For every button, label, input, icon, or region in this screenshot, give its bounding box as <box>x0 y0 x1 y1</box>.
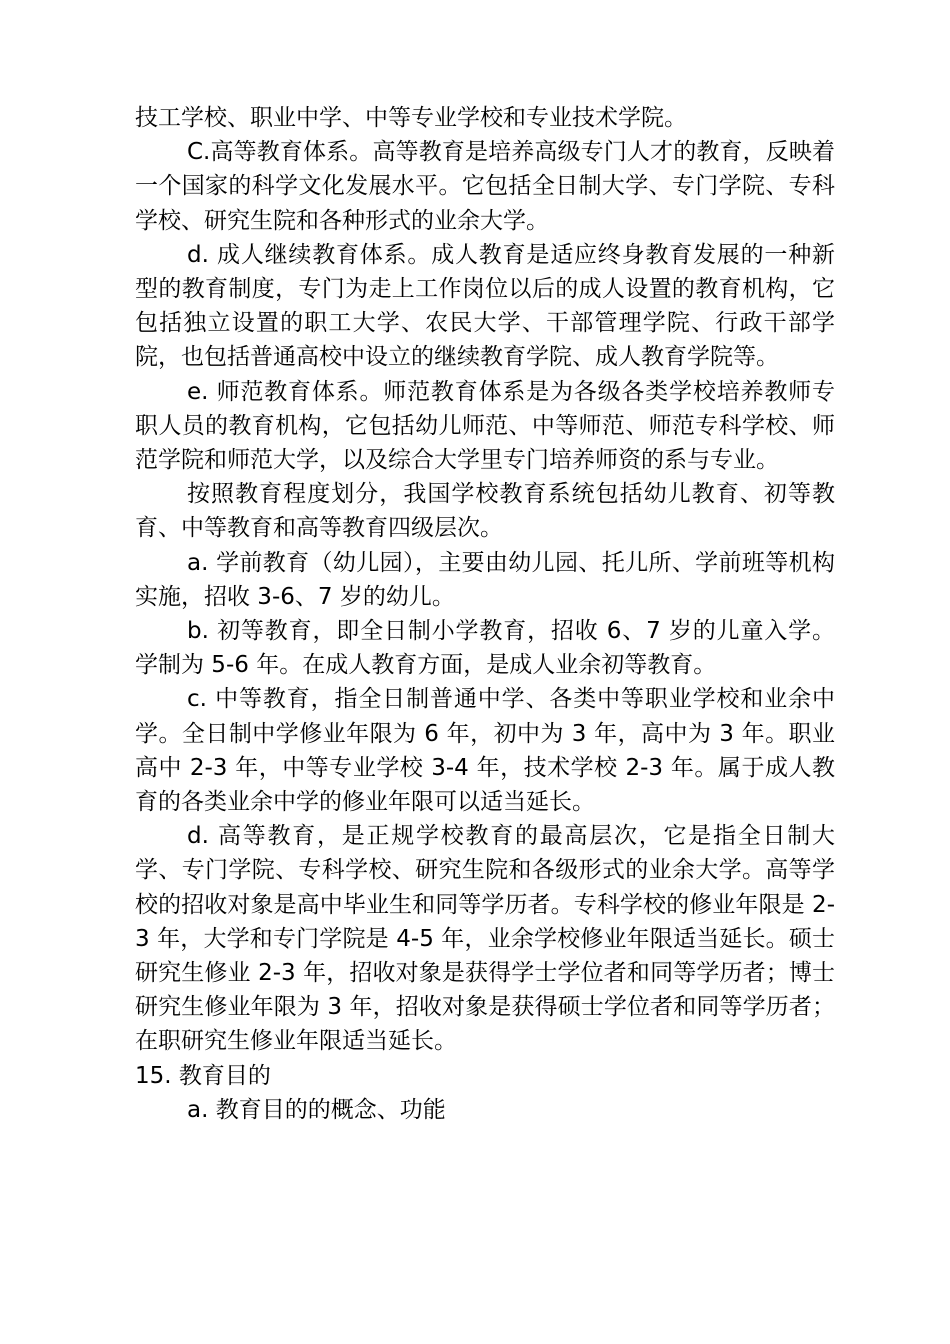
paragraph-adult-education-system: d. 成人继续教育体系。成人教育是适应终身教育发展的一种新型的教育制度，专门为走上工作岗位以后的成人设置的教育机构，它包括独立设置的职工大学、农民大学、干部管理学院、行政干部学院，也包括普通高校中设立的继续教育学院、成人教育学院等。 <box>135 241 835 371</box>
document-body <box>135 101 835 1127</box>
paragraph-teacher-education-system: e. 师范教育体系。师范教育体系是为各级各类学校培养教师专职人员的教育机构，它包括幼儿师范、中等师范、师范专科学校、师范学院和师范大学，以及综合大学里专门培养师资的系与专业。 <box>135 378 835 474</box>
paragraph-secondary-education: c. 中等教育，指全日制普通中学、各类中等职业学校和业余中学。全日制中学修业年限为 6 年，初中为 3 年，高中为 3 年。职业高中 2-3 年，中等专业学校 3-4 年，技术学校 2-3 年。属于成人教育的各类业余中学的修业年限可以适当延长。 <box>135 686 835 816</box>
paragraph-primary-education: b. 初等教育，即全日制小学教育，招收 6、7 岁的儿童入学。学制为 5-6 年。在成人教育方面，是成人业余初等教育。 <box>135 618 835 679</box>
paragraph-education-levels: 按照教育程度划分，我国学校教育系统包括幼儿教育、初等教育、中等教育和高等教育四级层次。 <box>135 481 835 542</box>
section-heading: 15. 教育目的 <box>135 1062 271 1089</box>
paragraph-preschool-education: a. 学前教育（幼儿园），主要由幼儿园、托儿所、学前班等机构实施，招收 3-6、7 岁的幼儿。 <box>135 549 835 610</box>
paragraph-higher-education: d. 高等教育，是正规学校教育的最高层次，它是指全日制大学、专门学院、专科学校、研究生院和各级形式的业余大学。高等学校的招收对象是高中毕业生和同等学历者。专科学校的修业年限是 2-3 年，大学和专门学院是 4-5 年，业余学校修业年限适当延长。硕士研究生修业 2-3 年，招收对象是获得学士学位者和同等学历者；博士研究生修业年限为 3 年，招收对象是获得硕士学位者和同等学历者；在职研究生修业年限适当延长。 <box>135 823 835 1055</box>
sub-heading: a. 教育目的的概念、功能 <box>187 1096 446 1123</box>
paragraph-intro-continuation: 技工学校、职业中学、中等专业学校和专业技术学院。 <box>135 105 687 131</box>
paragraph-higher-education-system: C.高等教育体系。高等教育是培养高级专门人才的教育，反映着一个国家的科学文化发展水平。它包括全日制大学、专门学院、专科学校、研究生院和各种形式的业余大学。 <box>135 139 835 234</box>
